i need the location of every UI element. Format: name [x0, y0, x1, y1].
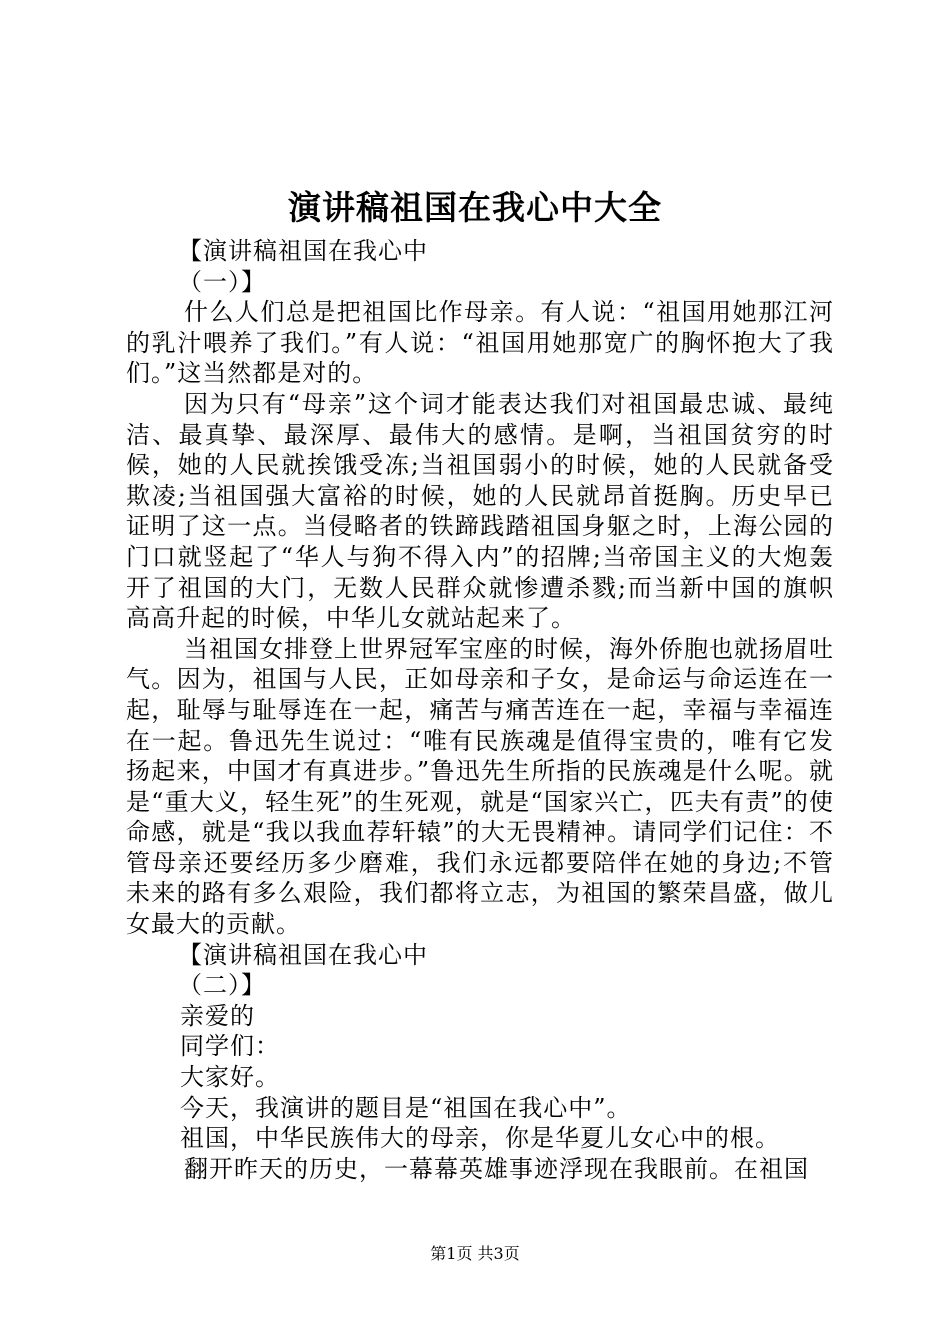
page-footer: 第1页 共3页	[430, 1244, 520, 1263]
section-1-heading: 【演讲稿祖国在我心中	[178, 237, 428, 265]
speech-line: 祖国，中华民族伟大的母亲，你是华夏儿女心中的根。	[180, 1124, 780, 1153]
greeting-line: 大家好。	[180, 1063, 280, 1092]
paragraph: 什么人们总是把祖国比作母亲。有人说：“祖国用她那江河的乳汁喂养了我们。”有人说：“祖国用她那宽广的胸怀抱大了我们。”这当然都是对的。	[126, 298, 834, 388]
speech-line: 今天，我演讲的题目是“祖国在我心中”。	[180, 1093, 632, 1122]
document-body	[126, 236, 834, 1184]
paragraph: 当祖国女排登上世界冠军宝座的时候，海外侨胞也就扬眉吐气。因为，祖国与人民，正如母亲和子女，是命运与命运连在一起，耻辱与耻辱连在一起，痛苦与痛苦连在一起，幸福与幸福连在一起。鲁迅先生说过：“唯有民族魂是值得宝贵的，唯有它发扬起来，中国才有真进步。”鲁迅先生所指的民族魂是什么呢。就是“重大义，轻生死”的生死观，就是“国家兴亡，匹夫有责”的使命感，就是“我以我血荐轩辕”的大无畏精神。请同学们记住：不管母亲还要经历多少磨难，我们永远都要陪伴在她的身边;不管未来的路有多么艰险，我们都将立志，为祖国的繁荣昌盛，做儿女最大的贡献。	[126, 634, 834, 939]
paragraph: 因为只有“母亲”这个词才能表达我们对祖国最忠诚、最纯洁、最真挚、最深厚、最伟大的感情。是啊，当祖国贫穷的时候，她的人民就挨饿受冻;当祖国弱小的时候，她的人民就备受欺凌;当祖国强大富裕的时候，她的人民就昂首挺胸。历史早已证明了这一点。当侵略者的铁蹄践踏祖国身躯之时，上海公园的门口就竖起了“华人与狗不得入内”的招牌;当帝国主义的大炮轰开了祖国的大门，无数人民群众就惨遭杀戮;而当新中国的旗帜高高升起的时候，中华儿女就站起来了。	[126, 389, 834, 633]
section-2-heading: 【演讲稿祖国在我心中	[178, 940, 428, 969]
section-1-heading-number: （一）】	[178, 267, 266, 296]
section-2-heading-number: （二）】	[178, 971, 266, 1000]
salutation-line: 亲爱的	[180, 1001, 255, 1030]
paragraph: 翻开昨天的历史，一幕幕英雄事迹浮现在我眼前。在祖国	[184, 1154, 809, 1183]
salutation-line: 同学们：	[180, 1032, 280, 1061]
document-title: 演讲稿祖国在我心中大全	[288, 188, 662, 227]
